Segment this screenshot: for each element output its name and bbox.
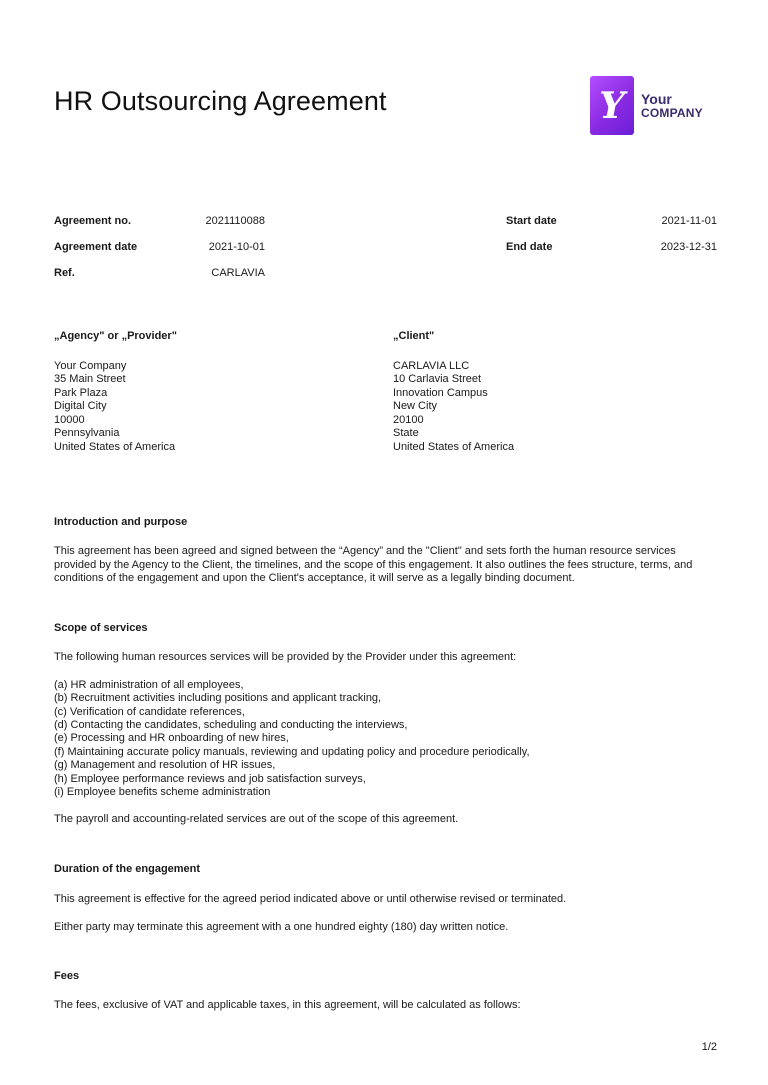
agreement-meta: [0, 0, 768, 300]
ref-label: Ref.: [54, 267, 75, 279]
client-line: New City: [393, 400, 438, 412]
list-item: (e) Processing and HR onboarding of new hires,: [54, 732, 289, 745]
agency-line: Pennsylvania: [54, 427, 120, 439]
list-item: (g) Management and resolution of HR issues,: [54, 759, 276, 772]
intro-text: This agreement has been agreed and signed between the “Agency” and the "Client" and sets forth the human resource services provided by the Agency to the Client, the timelines, and the scope of this engagement. It also outlines the fees structure, terms, and conditions of the engagement and upon the Client's acceptance, it will serve as a legally binding document.: [54, 545, 693, 585]
scope-lead: The following human resources services will be provided by the Provider under this agreement:: [54, 651, 517, 664]
start-date-label: Start date: [506, 215, 557, 227]
page-title: HR Outsourcing Agreement: [54, 86, 387, 116]
list-item: (b) Recruitment activities including positions and applicant tracking,: [54, 692, 382, 705]
fees-section: [54, 970, 719, 1013]
end-date-value: 2023-12-31: [660, 241, 717, 253]
list-item: (h) Employee performance reviews and job satisfaction surveys,: [54, 772, 366, 785]
duration-section: [54, 863, 719, 934]
agency-line: 35 Main Street: [54, 373, 126, 385]
start-date-value: 2021-11-01: [661, 215, 717, 227]
scope-heading: Scope of services: [54, 622, 148, 634]
list-item: (i) Employee benefits scheme administration: [54, 786, 271, 799]
logo-line-1: Your: [641, 90, 672, 107]
agency-line: 10000: [54, 413, 85, 426]
logo-line-2: COMPANY: [641, 105, 703, 120]
agency-line: Park Plaza: [54, 386, 108, 399]
list-item: (a) HR administration of all employees,: [54, 678, 244, 691]
list-item: (d) Contacting the candidates, scheduling and conducting the interviews,: [54, 719, 408, 732]
page-number: 1/2: [701, 1041, 717, 1053]
agency-line: Digital City: [54, 400, 107, 412]
client-line: United States of America: [393, 440, 515, 453]
agreement-no-label: Agreement no.: [54, 215, 132, 227]
duration-p1: This agreement is effective for the agreed period indicated above or until otherwise revised or terminated.: [54, 893, 567, 906]
list-item: (c) Verification of candidate references,: [54, 705, 245, 718]
end-date-label: End date: [506, 241, 553, 253]
agency-block: [54, 330, 177, 454]
agreement-no-value: 2021110088: [205, 215, 265, 227]
duration-heading: Duration of the engagement: [54, 863, 201, 875]
client-line: State: [393, 427, 419, 439]
client-line: 20100: [393, 413, 424, 426]
fees-heading: Fees: [54, 970, 80, 982]
scope-section: [54, 622, 719, 827]
client-line: CARLAVIA LLC: [393, 359, 470, 372]
fees-text: The fees, exclusive of VAT and applicable taxes, in this agreement, will be calculated as follows:: [54, 999, 521, 1012]
intro-section: [54, 516, 719, 586]
client-heading: „Client": [393, 330, 435, 342]
ref-value: CARLAVIA: [211, 267, 265, 279]
client-line: Innovation Campus: [393, 386, 488, 399]
scope-note: The payroll and accounting-related services are out of the scope of this agreement.: [54, 813, 459, 826]
agreement-date-value: 2021-10-01: [208, 241, 265, 253]
agency-line: United States of America: [54, 440, 176, 453]
intro-heading: Introduction and purpose: [54, 516, 188, 528]
logo-mark-icon: Y: [590, 76, 634, 135]
agency-heading: „Agency" or „Provider": [54, 330, 177, 342]
duration-p2: Either party may terminate this agreement with a one hundred eighty (180) day written notice.: [54, 920, 509, 933]
client-line: 10 Carlavia Street: [393, 373, 482, 385]
list-item: (f) Maintaining accurate policy manuals, reviewing and updating policy and procedure periodically,: [54, 745, 530, 758]
agreement-date-label: Agreement date: [54, 241, 138, 253]
scope-list: [54, 679, 719, 800]
client-block: [393, 330, 514, 454]
agency-line: Your Company: [54, 359, 127, 372]
